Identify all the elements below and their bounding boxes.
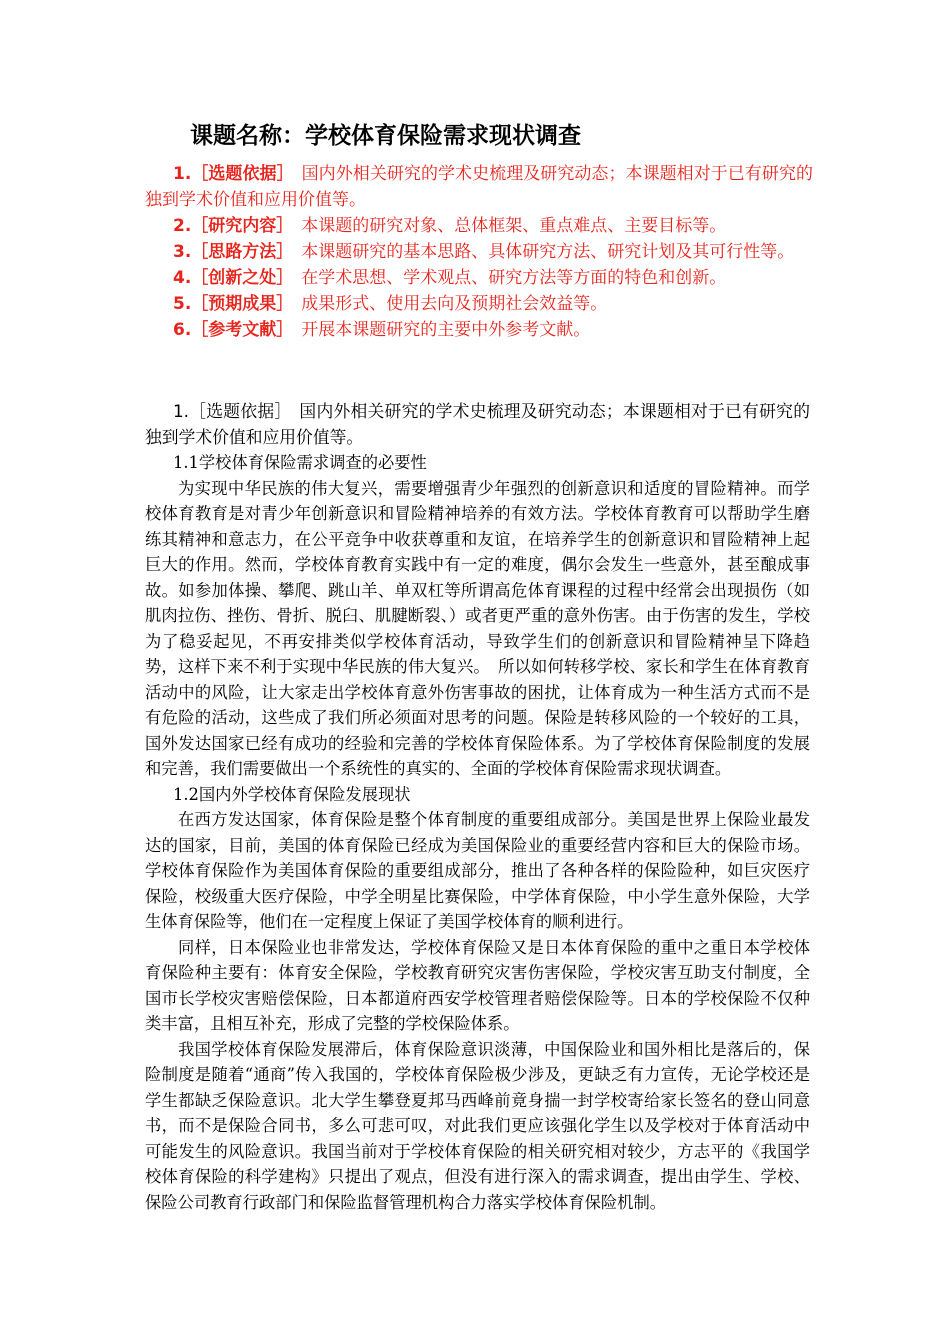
outline-label: 1.［选题依据］ [173, 164, 294, 184]
outline-text: 本课题研究的基本思路、具体研究方法、研究计划及其可行性等。 [301, 242, 795, 262]
paragraph: 我国学校体育保险发展滞后，体育保险意识淡薄，中国保险业和国外相比是落后的，保险制度是随着“通商”传入我国的，学校体育保险极少涉及，更缺乏有力宣传，无论学校还是学生都缺乏保险意识。北大学生攀登夏邦马西峰前竟身揣一封学校寄给家长签名的登山同意书，而不是保险合同书，多么可悲可叹，对此我们更应该强化学生以及学校对于体育活动中可能发生的风险意识。我国当前对于学校体育保险的相关研究相对较少，方志平的《我国学校体育保险的科学建构》只提出了观点，但没有进行深入的需求调查，提出由学生、学校、保险公司教育行政部门和保险监督管理机构合力落实学校体育保险机制。 [145, 1039, 810, 1212]
paragraph: 为实现中华民族的伟大复兴，需要增强青少年强烈的创新意识和适度的冒险精神。而学校体育教育是对青少年创新意识和冒险精神培养的有效方法。学校体育教育可以帮助学生磨练其精神和意志力，在公平竞争中收获尊重和友谊，在培养学生的创新意识和冒险精神上起巨大的作用。然而，学校体育教育实践中有一定的难度，偶尔会发生一些意外，甚至酿成事故。如参加体操、攀爬、跳山羊、单双杠等所谓高危体育课程的过程中经常会出现损伤（如肌肉拉伤、挫伤、骨折、脱臼、肌腱断裂、）或者更严重的意外伤害。由于伤害的发生，学校为了稳妥起见，不再安排类似学校体育活动，导致学生们的创新意识和冒险精神呈下降趋势，这样下来不利于实现中华民族的伟大复兴。 所以如何转移学校、家长和学生在体育教育活动中的风险，让大家走出学校体育意外伤害事故的困扰，让体育成为一种生活方式而不是有危险的活动，这些成了我们所必须面对思考的问题。保险是转移风险的一个较好的工具，国外发达国家已经有成功的经验和完善的学校体育保险体系。为了学校体育保险制度的发展和完善，我们需要做出一个系统性的真实的、全面的学校体育保险需求现状调查。 [145, 478, 810, 778]
outline-item [145, 239, 813, 265]
outline-label: 5.［预期成果］ [173, 294, 294, 314]
outline-label: 3.［思路方法］ [173, 242, 294, 262]
outline-item [145, 213, 813, 239]
outline-text: 在学术思想、学术观点、研究方法等方面的特色和创新。 [301, 268, 727, 288]
outline-item [145, 265, 813, 291]
outline-text: 国内外相关研究的学术史梳理及研究动态；本课题相对于已有研究的独到学术价值和应用价值等。 [145, 164, 813, 210]
outline-item [145, 291, 813, 317]
outline-label: 2.［研究内容］ [173, 216, 294, 236]
outline-text: 本课题的研究对象、总体框架、重点难点、主要目标等。 [301, 216, 727, 236]
paragraph: 同样，日本保险业也非常发达，学校体育保险又是日本体育保险的重中之重日本学校体育保险种主要有：体育安全保险，学校教育研究灾害伤害保险，学校灾害互助支付制度，全国市长学校灾害赔偿保险，日本都道府西安学校管理者赔偿保险等。日本的学校保险不仅种类丰富，且相互补充，形成了完整的学校保险体系。 [145, 937, 810, 1033]
section-heading [145, 399, 810, 450]
outline-text: 开展本课题研究的主要中外参考文献。 [301, 320, 591, 340]
page-title: 课题名称：学校体育保险需求现状调查 [190, 123, 581, 149]
section-label: 1.［选题依据］ [173, 401, 292, 421]
paragraph: 在西方发达国家，体育保险是整个体育制度的重要组成部分。美国是世界上保险业最发达的国家，目前，美国的体育保险已经成为美国保险业的重要经营内容和巨大的保险市场。学校体育保险作为美国体育保险的重要组成部分，推出了各种各样的保险险种，如巨灾医疗保险，校级重大医疗保险，中学全明星比赛保险，中学体育保险，中小学生意外保险，大学生体育保险等，他们在一定程度上保证了美国学校体育的顺利进行。 [145, 810, 810, 931]
outline-item [145, 317, 813, 343]
outline-item [145, 161, 813, 213]
subsection-heading-1-1: 1.1学校体育保险需求调查的必要性 [173, 453, 427, 472]
outline-label: 4.［创新之处］ [173, 268, 294, 288]
body-text [145, 399, 810, 1215]
outline-label: 6.［参考文献］ [173, 320, 294, 340]
outline-list [145, 161, 813, 343]
outline-text: 成果形式、使用去向及预期社会效益等。 [301, 294, 608, 314]
section-text: 国内外相关研究的学术史梳理及研究动态；本课题相对于已有研究的独到学术价值和应用价值等。 [145, 401, 810, 447]
subsection-heading-1-2: 1.2国内外学校体育保险发展现状 [173, 784, 411, 804]
